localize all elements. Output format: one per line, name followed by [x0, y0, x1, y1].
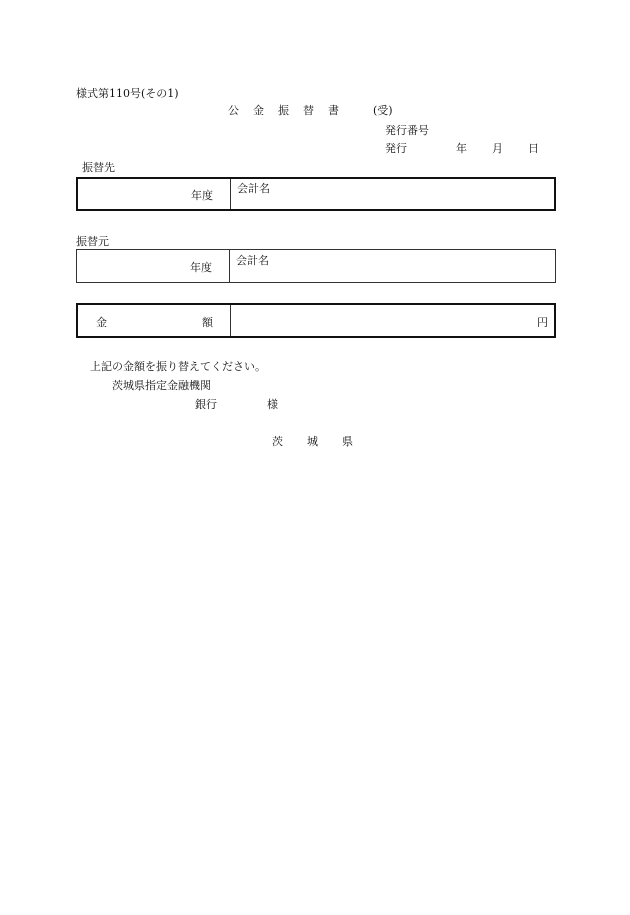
- source-account-cell[interactable]: [230, 250, 555, 282]
- year-label: 年: [456, 142, 467, 155]
- amount-label-right: 額: [202, 316, 213, 329]
- day-label: 日: [528, 142, 539, 155]
- destination-heading: 振替先: [82, 161, 115, 174]
- currency-label: 円: [537, 316, 548, 329]
- source-fiscal-year-label: 年度: [190, 261, 212, 274]
- instruction-text: 上記の金額を振り替えてください。: [90, 360, 266, 373]
- document-title-suffix: (受): [373, 104, 393, 117]
- document-title: 公金振替書: [228, 104, 353, 117]
- amount-value-cell[interactable]: [231, 305, 554, 336]
- source-account-label: 会計名: [236, 254, 269, 267]
- form-number: 様式第110号(その1): [76, 87, 179, 100]
- amount-box: [76, 303, 556, 338]
- source-box: [76, 249, 556, 283]
- destination-fiscal-year-cell[interactable]: [78, 179, 231, 209]
- destination-account-cell[interactable]: [231, 179, 554, 209]
- issuer-name: 茨城県: [272, 435, 377, 448]
- destination-fiscal-year-label: 年度: [191, 189, 213, 202]
- destination-account-label: 会計名: [237, 182, 270, 195]
- source-heading: 振替元: [76, 235, 109, 248]
- recipient-bank-label: 銀行: [195, 398, 217, 411]
- source-fiscal-year-cell[interactable]: [77, 250, 230, 282]
- amount-label-left: 金: [96, 316, 107, 329]
- issue-number-label: 発行番号: [385, 124, 429, 137]
- recipient-honorific: 様: [267, 398, 278, 411]
- issue-label: 発行: [385, 142, 407, 155]
- amount-label-cell: [78, 305, 231, 336]
- month-label: 月: [492, 142, 503, 155]
- destination-box: [76, 177, 556, 211]
- recipient-institution: 茨城県指定金融機関: [112, 379, 211, 392]
